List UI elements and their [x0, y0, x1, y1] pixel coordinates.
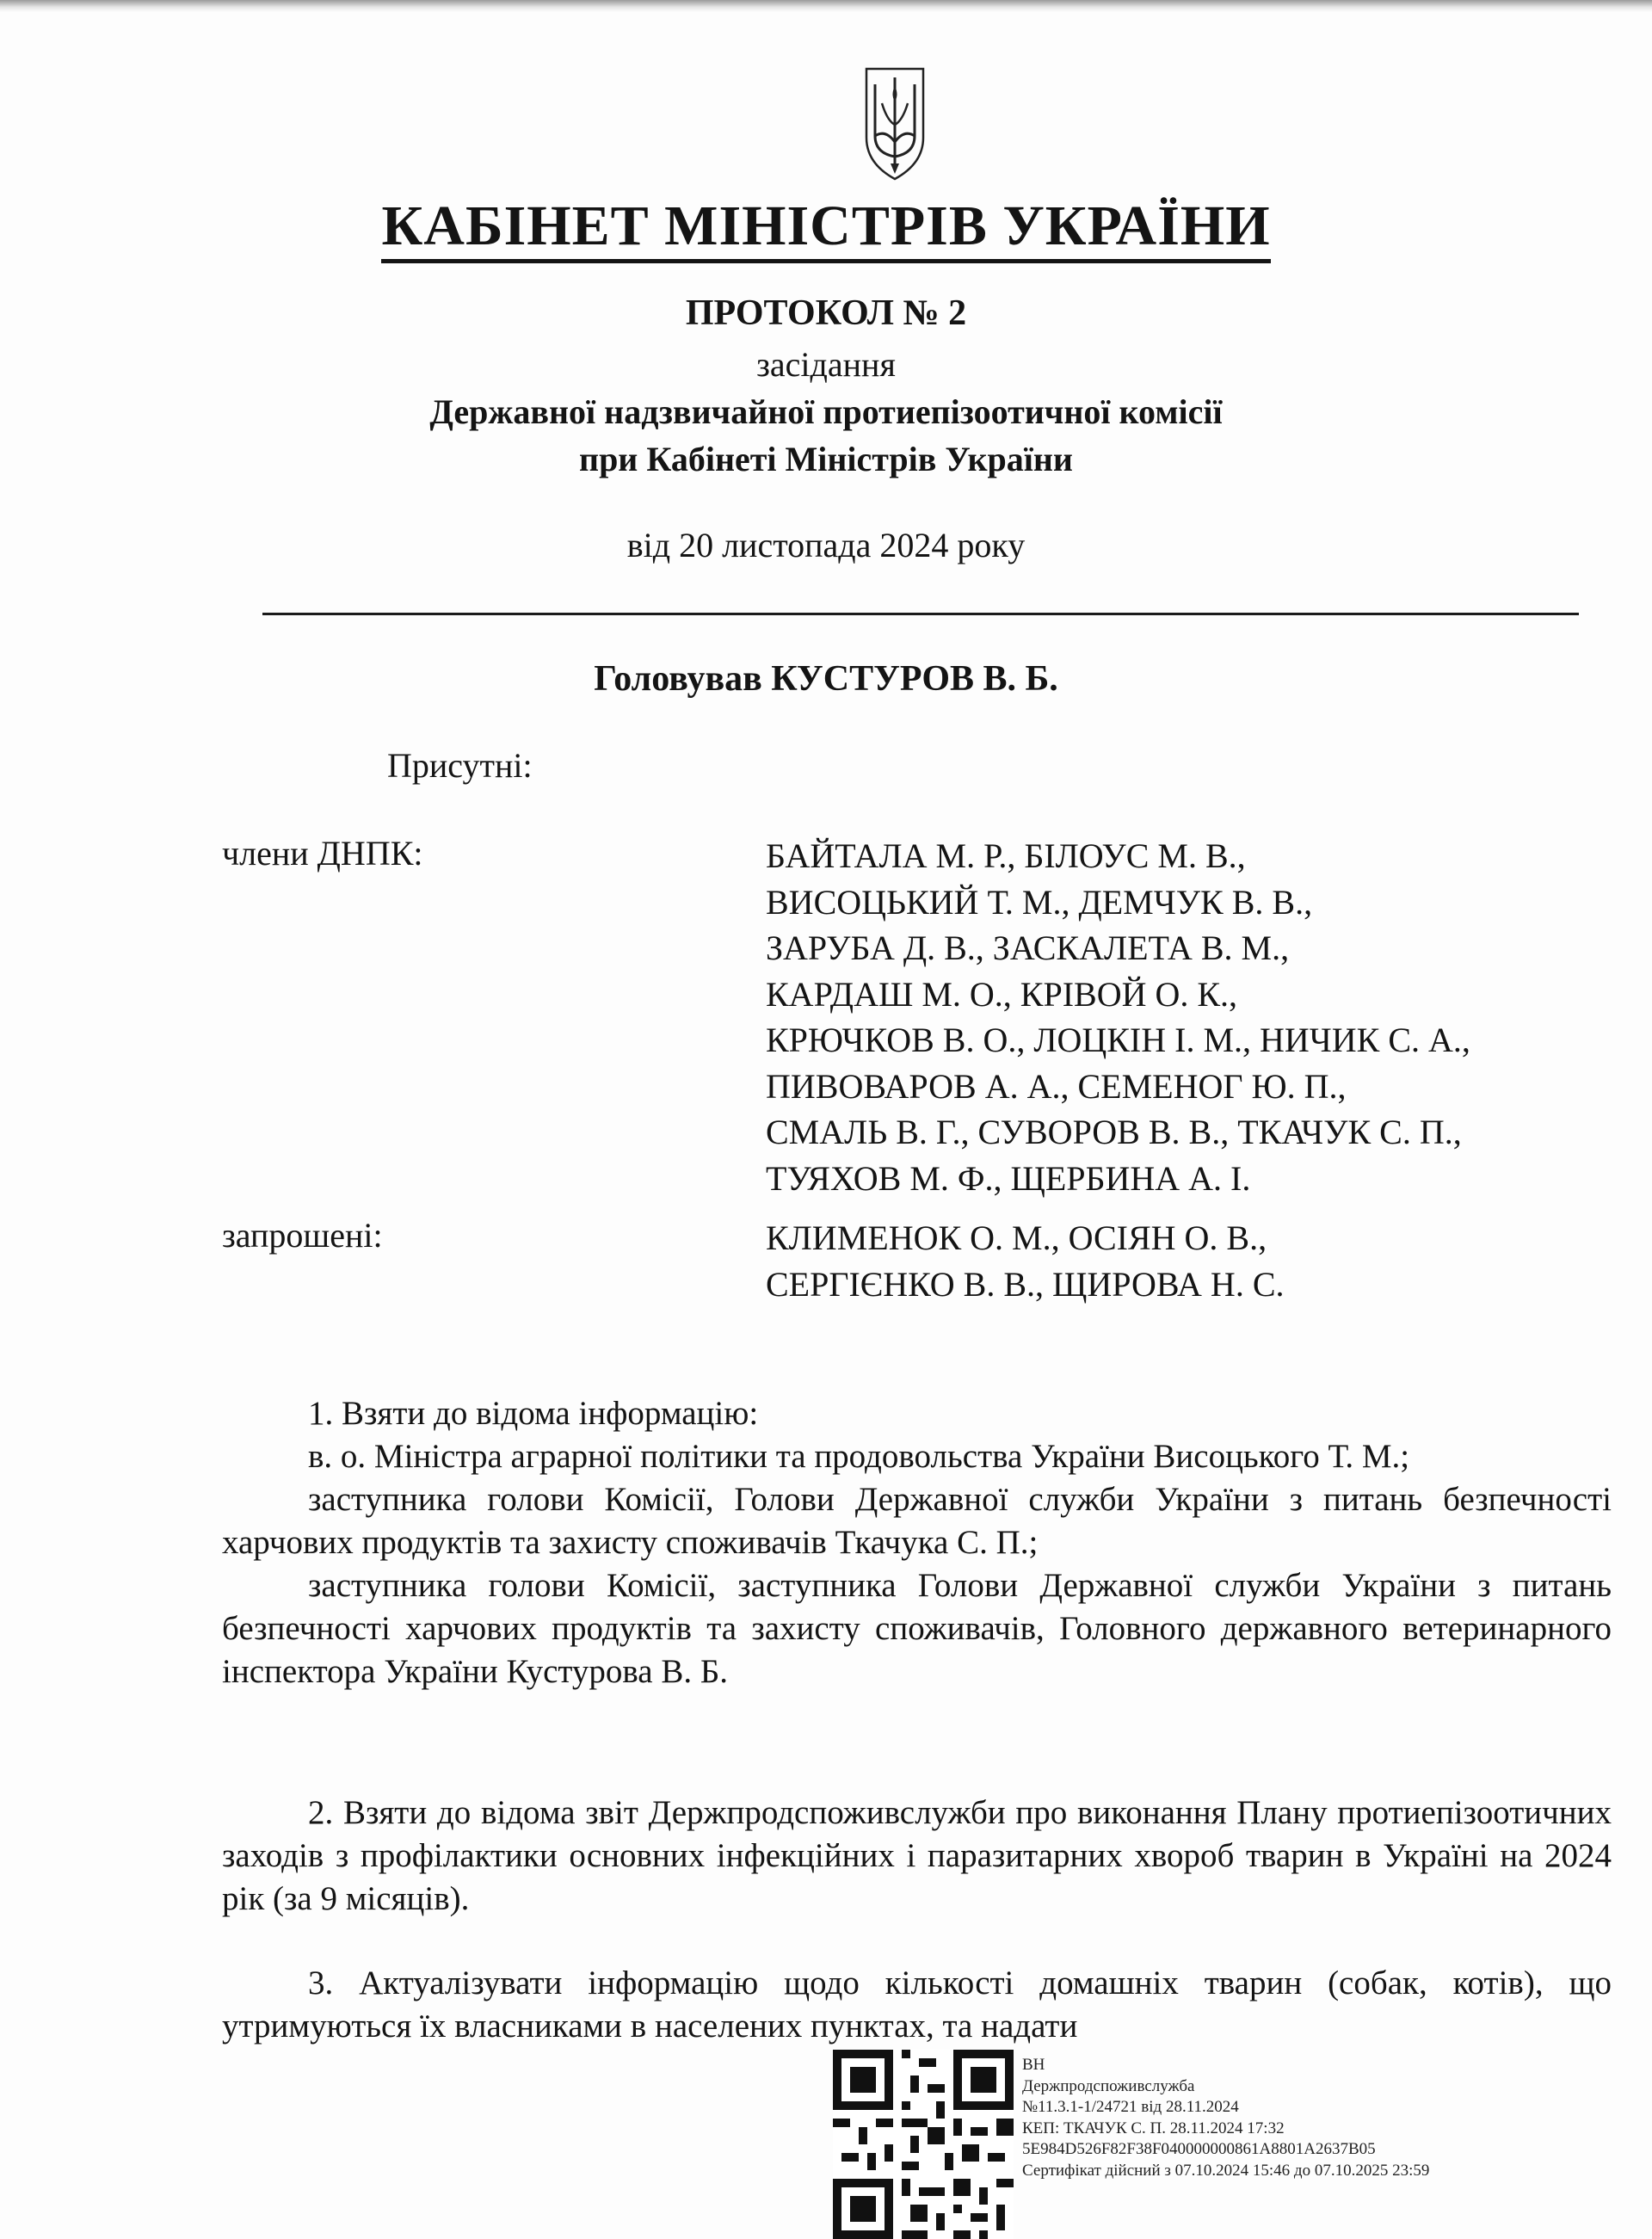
item-1-speaker-a: в. о. Міністра аграрної політики та продовольства України Висоцького Т. М.;	[308, 1438, 1410, 1475]
qr-code-icon	[833, 2050, 1014, 2239]
members-line: ТУЯХОВ М. Ф., ЩЕРБИНА А. І.	[766, 1158, 1251, 1198]
invited-label: запрошені:	[222, 1216, 383, 1255]
stamp-line: №11.3.1-1/24721 від 28.11.2024	[1022, 2098, 1239, 2116]
stamp-line: 5E984D526F82F38F040000000861A8801A2637B05	[1022, 2140, 1376, 2158]
item-2-text: 2. Взяти до відома звіт Держпродспоживслужби про виконання Плану протиепізоотичних заходів з профілактики основних інфекційних і паразитарних хвороб тварин в Україні на 2024 рік (за 9 місяців).	[222, 1794, 1612, 1917]
trident-emblem-icon	[856, 34, 934, 185]
document-title: КАБІНЕТ МІНІСТРІВ УКРАЇНИ	[0, 194, 1652, 259]
members-line: КАРДАШ М. О., КРІВОЙ О. К.,	[766, 974, 1238, 1014]
item-1-speaker-c: заступника голови Комісії, заступника Голови Державної служби України з питань безпечності харчових продуктів та захисту споживачів, Головного державного ветеринарного інспектора України Кустурова В. Б.	[222, 1567, 1612, 1690]
members-list	[766, 833, 1470, 1201]
item-3-text: 3. Актуалізувати інформацію щодо кількості домашніх тварин (собак, котів), що утримуються їх власниками в населених пунктах, та надати	[222, 1965, 1612, 2045]
members-line: ВИСОЦЬКИЙ Т. М., ДЕМЧУК В. В.,	[766, 882, 1313, 922]
electronic-signature-stamp	[1022, 2055, 1429, 2181]
members-line: ЗАРУБА Д. В., ЗАСКАЛЕТА В. М.,	[766, 928, 1290, 967]
invited-line: КЛИМЕНОК О. М., ОСІЯН О. В.,	[766, 1218, 1267, 1257]
item-1	[222, 1392, 1612, 1693]
protocol-subtitle: засідання	[756, 345, 896, 384]
invited-list	[766, 1215, 1285, 1307]
protocol-number: ПРОТОКОЛ № 2	[685, 293, 967, 333]
chairperson: Головував КУСТУРОВ В. Б.	[594, 659, 1058, 699]
item-1-speaker-b: заступника голови Комісії, Голови Державної служби України з питань безпечності харчових продуктів та захисту споживачів Ткачука С. П.;	[222, 1481, 1612, 1561]
item-3	[222, 1962, 1612, 2048]
stamp-line: Держпродспоживслужба	[1022, 2076, 1195, 2095]
divider-line	[262, 613, 1579, 615]
committee-name-line1: Державної надзвичайної протиепізоотичної комісії	[429, 392, 1223, 431]
members-label: члени ДНПК:	[222, 834, 423, 873]
stamp-line: Сертифікат дійсний з 07.10.2024 15:46 до 07.10.2025 23:59	[1022, 2161, 1430, 2180]
committee-name-line2: при Кабінеті Міністрів України	[579, 440, 1073, 478]
members-line: БАЙТАЛА М. Р., БІЛОУС М. В.,	[766, 836, 1246, 875]
stamp-line: КЕП: ТКАЧУК С. П. 28.11.2024 17:32	[1022, 2119, 1285, 2137]
scan-edge-shadow	[0, 0, 1652, 12]
members-line: ПИВОВАРОВ А. А., СЕМЕНОГ Ю. П.,	[766, 1066, 1347, 1106]
invited-line: СЕРГІЄНКО В. В., ЩИРОВА Н. С.	[766, 1264, 1285, 1304]
present-label: Присутні:	[387, 746, 533, 785]
item-1-intro: 1. Взяти до відома інформацію:	[308, 1395, 759, 1432]
protocol-date: від 20 листопада 2024 року	[626, 526, 1026, 564]
item-2	[222, 1792, 1612, 1921]
members-line: СМАЛЬ В. Г., СУВОРОВ В. В., ТКАЧУК С. П.,	[766, 1113, 1462, 1151]
stamp-line: ВН	[1022, 2056, 1045, 2074]
members-line: КРЮЧКОВ В. О., ЛОЦКІН І. М., НИЧИК С. А.,	[766, 1021, 1470, 1059]
